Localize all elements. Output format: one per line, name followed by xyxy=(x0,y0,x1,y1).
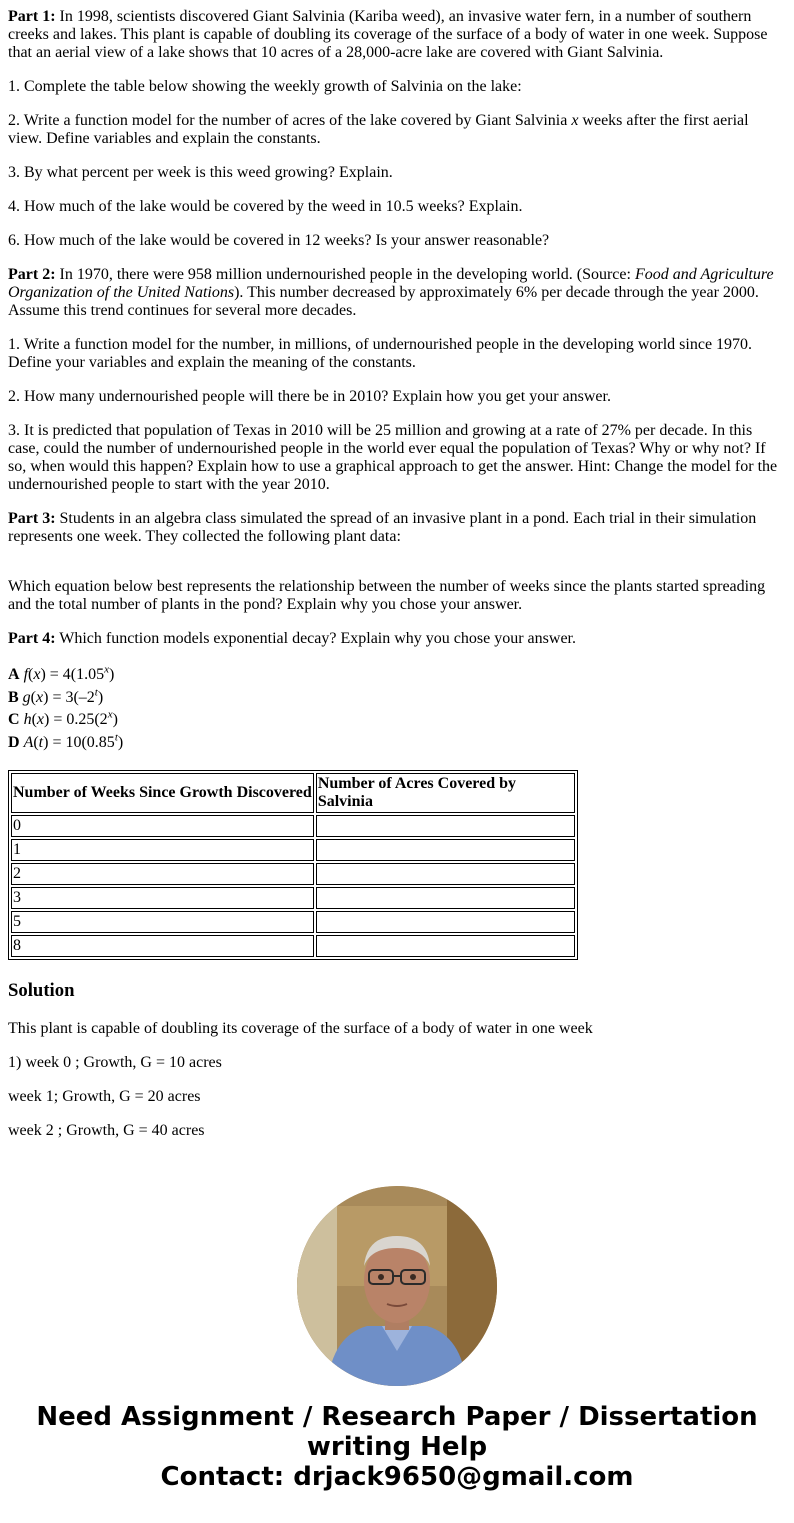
part2-intro: Part 2: In 1970, there were 958 million undernourished people in the developing world. (Source: Food and Agriculture Organization of the United Nations). This number decreased by approximately 6% per decade through the year 2000. Assume this trend continues for several more decades. xyxy=(8,266,774,319)
part4-label: Part 4: xyxy=(8,630,56,647)
table-row: 1 xyxy=(11,839,575,861)
option-a: A $f(x) = 4(1.05^x)$ xyxy=(8,663,115,683)
option-b: B $g(x) = 3(-2^t)$ xyxy=(8,686,104,706)
part3-question: Which equation below best represents the relationship between the number of weeks since the plants started spreading and the total number of plants in the pond? Explain why you chose your answer. xyxy=(8,578,766,613)
solution-line: This plant is capable of doubling its coverage of the surface of a body of water in one week xyxy=(8,1020,593,1037)
promo-line: writing Help xyxy=(306,1432,488,1462)
table-row: 0 xyxy=(11,815,575,837)
part2-q1: 1. Write a function model for the number, in millions, of undernourished people in the developing world since 1970. Define your variables and explain the meaning of the constants. xyxy=(8,336,753,371)
acres-cell-empty xyxy=(316,839,575,861)
table-header-row xyxy=(11,773,575,813)
part1-q3: 3. By what percent per week is this weed growing? Explain. xyxy=(8,164,393,181)
part1-label: Part 1: xyxy=(8,8,56,25)
missing-data-gap xyxy=(8,562,786,578)
part1-q1: 1. Complete the table below showing the weekly growth of Salvinia on the lake: xyxy=(8,78,522,95)
table-row: 3 xyxy=(11,887,575,909)
part1-q6: 6. How much of the lake would be covered in 12 weeks? Is your answer reasonable? xyxy=(8,232,550,249)
table-row: 5 xyxy=(11,911,575,933)
solution-line: week 2 ; Growth, G = 40 acres xyxy=(8,1122,205,1139)
option-d: D $A(t) = 10(0.85^t)$ xyxy=(8,731,124,751)
acres-cell-empty xyxy=(316,887,575,909)
author-photo-wrap xyxy=(8,1186,786,1386)
weeks-column-header: Number of Weeks Since Growth Discovered xyxy=(11,773,314,813)
author-photo xyxy=(297,1186,497,1386)
solution-heading: Solution xyxy=(8,980,75,1001)
part1-intro: Part 1: In 1998, scientists discovered Giant Salvinia (Kariba weed), an invasive water fern, in a number of southern creeks and lakes. This plant is capable of doubling its coverage of the surface of a body of water in one week. Suppose that an aerial view of a lake shows that 10 acres of a 28,000-acre lake are covered with Giant Salvinia. xyxy=(8,8,768,61)
acres-cell-empty xyxy=(316,911,575,933)
acres-cell-empty xyxy=(316,815,575,837)
promo-footer xyxy=(0,1402,794,1492)
promo-line: Need Assignment / Research Paper / Dissertation xyxy=(36,1402,758,1432)
part2-label: Part 2: xyxy=(8,266,56,283)
acres-column-header: Number of Acres Covered by Salvinia xyxy=(316,773,575,813)
part3-label: Part 3: xyxy=(8,510,56,527)
answer-options xyxy=(8,664,786,754)
salvinia-growth-table xyxy=(8,770,578,960)
author-portrait-illustration xyxy=(297,1186,497,1386)
table-row: 8 xyxy=(11,935,575,957)
contact-email: Contact: drjack9650@gmail.com xyxy=(160,1462,634,1492)
acres-cell-empty xyxy=(316,863,575,885)
part1-q4: 4. How much of the lake would be covered by the weed in 10.5 weeks? Explain. xyxy=(8,198,523,215)
part2-q2: 2. How many undernourished people will there be in 2010? Explain how you get your answer. xyxy=(8,388,611,405)
part3-intro: Part 3: Students in an algebra class simulated the spread of an invasive plant in a pond. Each trial in their simulation represents one week. They collected the following plant data: xyxy=(8,510,757,545)
acres-cell-empty xyxy=(316,935,575,957)
part1-q2: 2. Write a function model for the number of acres of the lake covered by Giant Salvinia x weeks after the first aerial view. Define variables and explain the constants. xyxy=(8,112,749,147)
source-citation: Food and Agriculture Organization of the United Nations xyxy=(8,266,774,301)
solution-line: 1) week 0 ; Growth, G = 10 acres xyxy=(8,1054,222,1071)
option-c: C $h(x) = 0.25(2^x)$ xyxy=(8,708,118,728)
solution-line: week 1; Growth, G = 20 acres xyxy=(8,1088,201,1105)
part2-q3: 3. It is predicted that population of Texas in 2010 will be 25 million and growing at a rate of 27% per decade. In this case, could the number of undernourished people in the world ever equal the population of Texas? Why or why not? If so, when would this happen? Explain how to use a graphical approach to get the answer. Hint: Change the model for the undernourished people to start with the year 2010. xyxy=(8,422,778,493)
table-row: 2 xyxy=(11,863,575,885)
part4-question: Part 4: Which function models exponential decay? Explain why you chose your answer. xyxy=(8,630,576,647)
